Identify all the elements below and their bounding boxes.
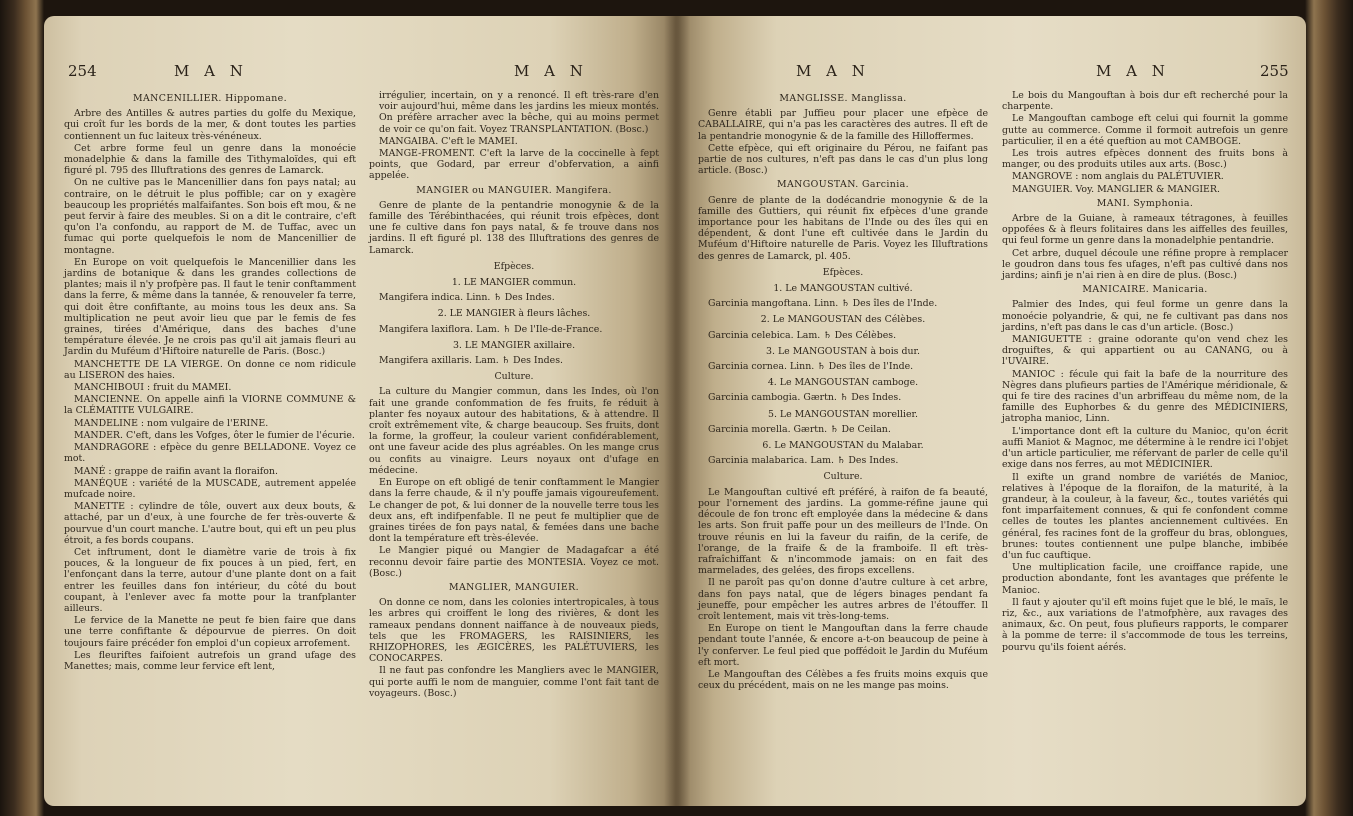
paragraph: Arbre de la Guiane, à rameaux tétragones, à feuilles oppofées & à fleurs folitaires dans les aiffelles des feuilles, qui feul forme un genre dans la monadelphie pentandrie.	[1002, 213, 1288, 247]
paragraph: MANETTE : cylindre de tôle, ouvert aux deux bouts, & attaché, par un d'eux, à une fourche de fer très-ouverte & pourvue d'un court manche. L'autre bout, qui eft un peu plus étroit, a fes bords coupans.	[64, 501, 356, 546]
paragraph: Les fleuriftes faifoient autrefois un grand ufage des Manettes; mais, comme leur fervice eft lent,	[64, 649, 356, 672]
paragraph: MANIGUETTE : graine odorante qu'on vend chez les droguiftes, & qui appartient ou au CANANG, ou à l'UVAIRE.	[1002, 334, 1288, 368]
paragraph: Garcinia celebica. Lam. ♄ Des Célèbes.	[708, 329, 897, 341]
entry-title: MANCENILLIER. Hippomane.	[133, 93, 287, 104]
running-head: M A N	[174, 62, 248, 80]
section-heading: 4. Le MANGOUSTAN camboge.	[767, 377, 919, 389]
paragraph: Mangifera indica. Linn. ♄ Des Indes.	[379, 292, 555, 304]
paragraph: Les trois autres efpèces donnent des fruits bons à manger, ou des produits utiles aux arts. (Bosc.)	[1002, 148, 1288, 171]
entry-title: MANI. Symphonia.	[1096, 197, 1194, 209]
paragraph: En Europe on eft obligé de tenir conftamment le Mangier dans la ferre chaude, & il n'y pouffe jamais vigoureufement. Le changer de pot, & lui donner de la nouvelle terre tous les deux ans, eft indifpenfable. Il ne peut fe multiplier que de graines tirées de fon pays natal, & femées dans une bache dont la température eft très-élevée.	[369, 477, 659, 545]
paragraph: Garcinia mangoftana. Linn. ♄ Des îles de l'Inde.	[708, 298, 938, 310]
section-heading: 5. Le MANGOUSTAN morellier.	[768, 408, 918, 420]
paragraph: Garcinia cambogia. Gærtn. ♄ Des Indes.	[708, 392, 902, 404]
paragraph: MANGUIER. Voy. MANGLIER & MANGIER.	[1012, 183, 1220, 195]
paragraph: On ne cultive pas le Mancenillier dans fon pays natal; au contraire, on le détruit le plus poffible; car on y exagère beaucoup les propriétés malfaifantes. Son bois eft mou, & ne peut fervir à faire des meubles. Si on a dit le contraire, c'eft qu'on l'a confondu, au rapport de M. de Tuffac, avec un fumac qui porte quelquefois le nom de Mancenillier de montagne.	[64, 177, 356, 256]
paragraph: Garcinia cornea. Linn. ♄ Des îles de l'Inde.	[708, 361, 914, 373]
paragraph: On donne ce nom, dans les colonies intertropicales, à tous les arbres qui croiffent le long des rivières, & dont les rameaux pendans donnent naiffance à de nouveaux pieds, tels que les FROMAGERS, les RAISINIERS, les RHIZOPHORES, les ÆGICÈRES, les PALÉTUVIERS, les CONOCARPES.	[369, 597, 659, 665]
paragraph: Le Mangouftan camboge eft celui qui fournit la gomme gutte au commerce. Comme il formoit autrefois un genre particulier, il en a été queftion au mot CAMBOGE.	[1002, 113, 1288, 147]
paragraph: Le Mangouftan cultivé eft préféré, à raifon de fa beauté, pour l'ornement des jardins. La gomme-réfine jaune qui découle de fon tronc eft employée dans la médecine & dans les arts. Son fruit paffe pour un des meilleurs de l'Inde. On trouve réunis en lui la faveur du raifin, de la cerife, de l'orange, de la fraife & de la framboife. Il eft très-rafraîchiffant & n'incommode jamais: on en fait des marmelades, des gelées, des firops excellens.	[698, 486, 988, 577]
paragraph: Cet arbre forme feul un genre dans la monoécie monadelphie & dans la famille des Tithymaloïdes, qui eft figuré pl. 795 des Illuftrations des genres de Lamarck.	[64, 142, 356, 177]
paragraph: MANDELINE : nom vulgaire de l'ERINE.	[74, 417, 269, 429]
paragraph: Palmier des Indes, qui feul forme un genre dans la monoécie polyandrie, & qui, ne fe cultivant pas dans nos jardins, n'eft pas dans le cas d'un article. (Bosc.)	[1002, 299, 1288, 333]
paragraph: Il faut y ajouter qu'il eft moins fujet que le blé, le maïs, le riz, &c., aux variations de l'atmofphère, aux ravages des animaux, &c. On peut, fous plufieurs rapports, le comparer à la pomme de terre: il s'accommode de tous les terreins, pourvu qu'ils foient aérés.	[1002, 596, 1288, 653]
paragraph: Le Mangier piqué ou Mangier de Madagafcar a été reconnu devoir faire partie des MONTESIA. Voyez ce mot. (Bosc.)	[369, 545, 659, 579]
page-number: 254	[68, 62, 97, 80]
paragraph: MANDER. C'eft, dans les Vofges, ôter le fumier de l'écurie.	[74, 429, 355, 441]
section-heading: 3. LE MANGIER axillaire.	[452, 339, 576, 351]
paragraph: Il exifte un grand nombre de variétés de Manioc, relatives à l'époque de la floraifon, de la maturité, à la grandeur, à la couleur, à la faveur, &c., toutes variétés qui font imparfaitement connues, & qui fe confondent comme celles de toutes les plantes anciennement cultivées. En général, fes racines font de la groffeur du bras, oblongues, brunes: toutes contiennent une pulpe blanche, imbibée d'un fuc cauftique.	[1002, 471, 1288, 561]
paragraph: Une multiplication facile, une croiffance rapide, une production abondante, font les avantages que préfente le Manioc.	[1002, 562, 1288, 596]
section-heading: 1. Le MANGOUSTAN cultivé.	[773, 283, 913, 295]
paragraph: Il ne faut pas confondre les Mangliers avec le MANGIER, qui porte auffi le nom de manguier, comme l'ont fait tant de voyageurs. (Bosc.)	[369, 665, 659, 699]
paragraph: MANIOC : fécule qui fait la bafe de la nourriture des Nègres dans plufieurs parties de l'Amérique méridionale, & qui fe tire des racines d'un arbriffeau du même nom, de la famille des Euphorbes & du genre des MÉDICINIERS, jatropha manioc, Linn.	[1002, 368, 1288, 425]
page-number: 255	[1260, 62, 1289, 80]
text-column	[698, 90, 988, 692]
paragraph: Garcinia morella. Gærtn. ♄ De Ceilan.	[708, 423, 891, 435]
running-head: M A N	[514, 62, 588, 80]
paragraph: Genre de plante de la pentandrie monogynie & de la famille des Térébinthacées, qui réunit trois efpèces, dont une fe cultive dans fon pays natal, & fe trouve dans nos jardins. Il eft figuré pl. 138 des Illuftrations des genres de Lamarck.	[369, 199, 659, 256]
paragraph: Cet arbre, duquel découle une réfine propre à remplacer le goudron dans tous fes ufages, n'eft pas cultivé dans nos jardins; ainfi je n'ai rien à en dire de plus. (Bosc.)	[1002, 247, 1288, 282]
section-heading: 6. Le MANGOUSTAN du Malabar.	[762, 440, 924, 452]
paragraph: Il ne paroît pas qu'on donne d'autre culture à cet arbre, dans fon pays natal, que de légers binages pendant fa jeuneffe, pour empêcher les autres arbres de l'étouffer. Il croît lentement, mais vit très-long-tems.	[698, 577, 988, 622]
section-heading: 2. Le MANGOUSTAN des Célèbes.	[760, 314, 926, 326]
paragraph: Cette efpèce, qui eft originaire du Pérou, ne faifant pas partie de nos cultures, n'eft pas dans le cas d'un plus long article. (Bosc.)	[698, 142, 988, 177]
paragraph: MANGE-FROMENT. C'eft la larve de la coccinelle à fept points, que Godard, par erreur d'obfervation, a ainfi appelée.	[369, 148, 659, 182]
paragraph: MANÉ : grappe de raifin avant la floraifon.	[74, 465, 278, 477]
paragraph: Mangifera axillaris. Lam. ♄ Des Indes.	[379, 355, 563, 367]
running-head: M A N	[796, 62, 870, 80]
section-heading: Culture.	[823, 471, 863, 483]
paragraph: Cet inftrument, dont le diamètre varie de trois à fix pouces, & la longueur de fix pouces à un pied, fert, en l'enfonçant dans la terre, autour d'une plante dont on a fait entrer les feuilles dans fon intérieur, du côté du bout coupant, à l'enlever avec fa motte pour la tranfplanter ailleurs.	[64, 546, 356, 614]
paragraph: Arbre des Antilles & autres parties du golfe du Mexique, qui croît fur les bords de la mer, & dont toutes les parties contiennent un fuc laiteux très-vénéneux.	[64, 108, 356, 142]
paragraph: MANGAIBA. C'eft le MAMEI.	[379, 135, 518, 147]
paragraph: Le Mangouftan des Célèbes a fes fruits moins exquis que ceux du précédent, mais on ne les mange pas moins.	[698, 668, 988, 692]
entry-title: MANGLIER, MANGUIER.	[448, 581, 579, 593]
paragraph: Le fervice de la Manette ne peut fe bien faire que dans une terre confiftante & dépourvue de pierres. On doit toujours faire précéder fon emploi d'un copieux arrofement.	[64, 615, 356, 649]
text-column	[1002, 90, 1288, 654]
entry-title: MANGLISSE. Manglissa.	[779, 93, 907, 104]
section-heading: 2. LE MANGIER à fleurs lâches.	[437, 308, 591, 320]
paragraph: MANDRAGORE : efpèce du genre BELLADONE. Voyez ce mot.	[64, 442, 356, 465]
section-heading: Culture.	[494, 371, 534, 383]
paragraph: L'importance dont eft la culture du Manioc, qu'on écrit auffi Maniot & Magnoc, me détermine à le rendre ici l'objet d'un article particulier, me réfervant de parler de celle qu'il exige dans nos ferres, au mot MÉDICINIER.	[1002, 425, 1288, 471]
paragraph: MANÉQUE : variété de la MUSCADE, autrement appelée mufcade noire.	[64, 477, 356, 500]
section-heading: Efpèces.	[822, 266, 864, 278]
paragraph: Le bois du Mangouftan à bois dur eft recherché pour la charpente.	[1002, 90, 1288, 113]
section-heading: 3. Le MANGOUSTAN à bois dur.	[766, 345, 920, 357]
book-gutter	[664, 16, 690, 806]
paragraph: En Europe on voit quelquefois le Mancenillier dans les jardins de botanique & dans les grandes collections de plantes; mais il n'y profpère pas. Il faut le tenir conftamment dans la ferre, & même dans la tannée, & renouveler fa terre, qui doit être confiftante, au moins tous les deux ans. Sa multiplication ne peut avoir lieu que par le femis de fes graines, tirées d'Amérique, dans des baches d'une température élevée. Je ne crois pas qu'il ait jamais fleuri au Jardin du Muféum d'Hiftoire naturelle de Paris. (Bosc.)	[64, 256, 356, 358]
paragraph: Garcinia malabarica. Lam. ♄ Des Indes.	[708, 455, 899, 467]
entry-title: MANGIER ou MANGUIER. Mangifera.	[416, 184, 612, 196]
running-head: M A N	[1096, 62, 1170, 80]
paragraph: Genre de plante de la dodécandrie monogynie & de la famille des Guttiers, qui réunit fix efpèces d'une grande importance pour les habitans de l'Inde ou des îles qui en dépendent, & dont l'une eft cultivée dans le Jardin du Muféum d'Hiftoire naturelle de Paris. Voyez les Illuftrations des genres de Lamarck, pl. 405.	[698, 194, 988, 262]
paragraph: MANCIENNE. On appelle ainfi la VIORNE COMMUNE & la CLÉMATITE VULGAIRE.	[64, 394, 356, 417]
section-heading: 1. LE MANGIER commun.	[451, 277, 577, 289]
entry-title: MANICAIRE. Manicaria.	[1082, 284, 1208, 296]
paragraph: MANCHETTE DE LA VIERGE. On donne ce nom ridicule au LISERON des haies.	[64, 358, 356, 381]
paragraph: La culture du Mangier commun, dans les Indes, où l'on fait une grande confommation de fes fruits, fe réduit à planter fes noyaux autour des habitations, & à attendre. Il croît extrêmement vîte, & charge beaucoup. Ses fruits, dont la forme, la groffeur, la couleur varient confidérablement, ont une faveur acide des plus agréables. On les mange crus ou confits au vinaigre. Leurs noyaux ont d'ufage en médecine.	[369, 386, 659, 476]
left-page	[44, 16, 676, 806]
paragraph: irrégulier, incertain, on y a renoncé. Il eft très-rare d'en voir aujourd'hui, même dans les jardins les mieux montés. On préfère arracher avec la bêche, qui au moins permet de voir ce qu'on fait. Voyez TRANSPLANTATION. (Bosc.)	[379, 90, 659, 135]
paragraph: Mangifera laxiflora. Lam. ♄ De l'Ile-de-France.	[379, 323, 603, 335]
entry-title: MANGOUSTAN. Garcinia.	[777, 179, 909, 191]
section-heading: Efpèces.	[493, 260, 535, 272]
text-column	[64, 90, 356, 673]
paragraph: MANGROVE : nom anglais du PALÉTUVIER.	[1012, 171, 1224, 183]
right-page	[676, 16, 1306, 806]
paragraph: Genre établi par Juffieu pour placer une efpèce de CABALLAIRE, qui n'a pas les caractères des autres. Il eft de la pentandrie monogynie & de la famille des Hilloffermes.	[698, 108, 988, 142]
paragraph: MANCHIBOUI : fruit du MAMEI.	[74, 382, 232, 394]
text-column	[369, 90, 659, 700]
paragraph: En Europe on tient le Mangouftan dans la ferre chaude pendant toute l'année, & encore a-t-on beaucoup de peine à l'y conferver. Le feul pied que poffédoit le Jardin du Muféum eft mort.	[698, 623, 988, 668]
